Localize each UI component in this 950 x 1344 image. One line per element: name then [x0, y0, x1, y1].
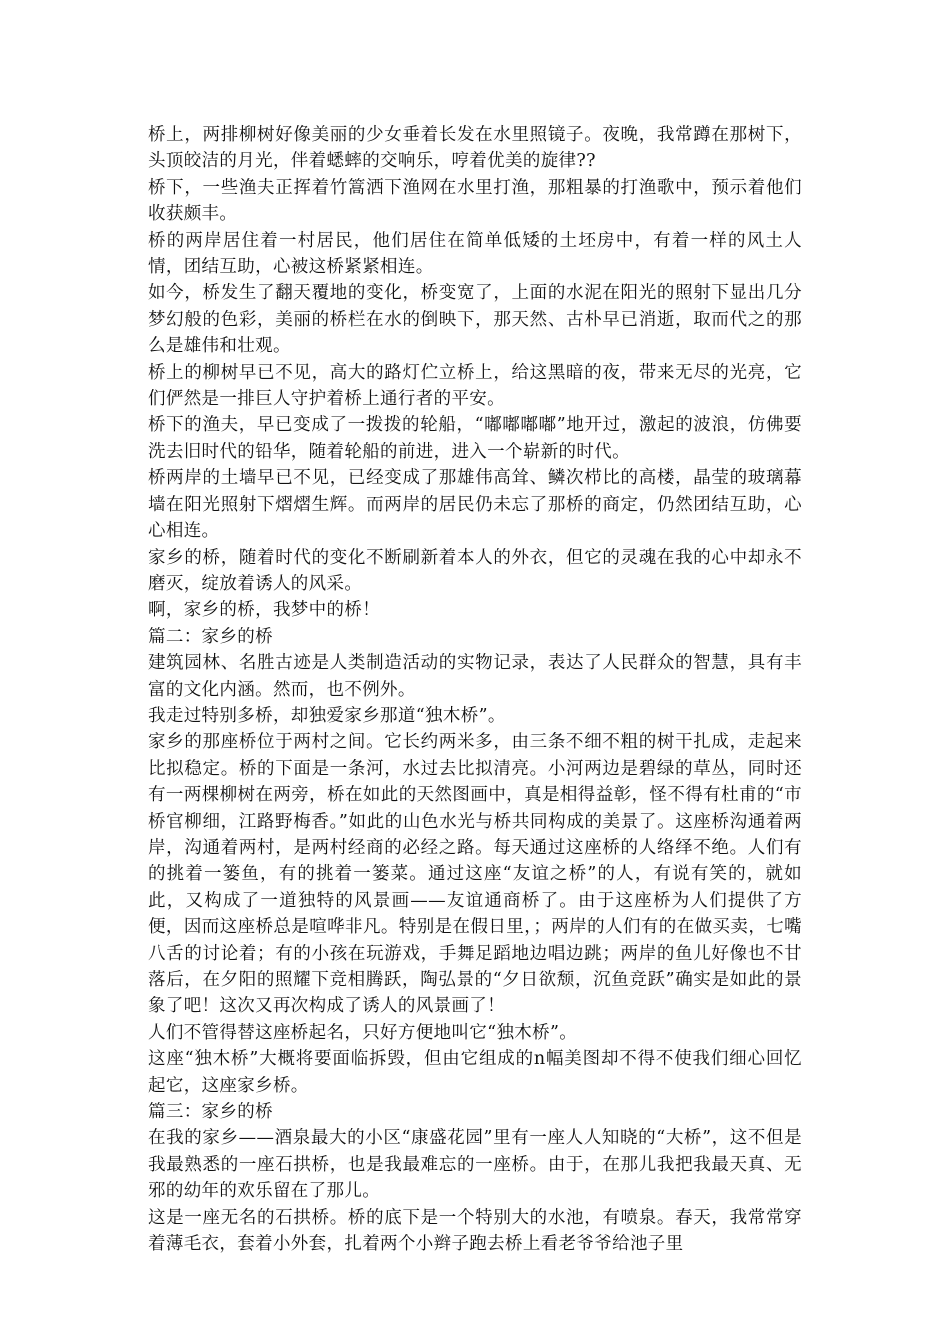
paragraph-bridge-description: 家乡的那座桥位于两村之间。它长约两米多，由三条不细不粗的树干扎成，走起来比拟稳定。桥的下面是一条河，水过去比拟清亮。小河两边是碧绿的草丛，同时还有一两棵柳树在两旁，桥在如此的天然图画中，真是相得益彰，怪不得有杜甫的“市桥官柳细，江路野梅香。”如此的山色水光与桥共同构成的美景了。这座桥沟通着两岸，沟通着两村，是两村经商的必经之路。每天通过这座桥的人络绎不绝。人们有的挑着一篓鱼，有的挑着一篓菜。通过这座“友谊之桥”的人，有说有笑的，就如此，又构成了一道独特的风景画——友谊通商桥了。由于这座桥为人们提供了方便，因而这座桥总是喧哗非凡。特别是在假日里，；两岸的人们有的在做买卖，七嘴八舌的讨论着；有的小孩在玩游戏，手舞足蹈地边唱边跳；两岸的鱼儿好像也不甘落后，在夕阳的照耀下竞相腾跃，陶弘景的“夕日欲颓，沉鱼竞跃”确实是如此的景象了吧！这次又再次构成了诱人的风景画了！ [148, 732, 802, 1017]
paragraph-architecture: 建筑园林、名胜古迹是人类制造活动的实物记录，表达了人民群众的智慧，具有丰富的文化内涵。然而，也不例外。 [148, 653, 802, 700]
document-page [148, 122, 802, 1257]
paragraph-fishermen: 桥下，一些渔夫正挥着竹篙洒下渔网在水里打渔，那粗暴的打渔歌中，预示着他们收获颇丰。 [148, 177, 802, 225]
paragraph-exclamation: 啊，家乡的桥，我梦中的桥！ [148, 600, 381, 621]
section-heading-2: 篇二：家乡的桥 [148, 626, 273, 647]
paragraph-bridge-today: 如今，桥发生了翻天覆地的变化，桥变宽了，上面的水泥在阳光的照射下显出几分梦幻般的色彩，美丽的桥栏在水的倒映下，那天然、古朴早已消逝，取而代之的那么是雄伟和壮观。 [148, 283, 802, 357]
paragraph-single-log-bridge: 我走过特别多桥，却独爱家乡那道“独木桥”。 [148, 705, 506, 726]
paragraph-high-rises: 桥两岸的土墙早已不见，已经变成了那雄伟高耸、鳞次栉比的高楼，晶莹的玻璃幕墙在阳光照射下熠熠生辉。而两岸的居民仍未忘了那桥的商定，仍然团结互助，心心相连。 [148, 468, 802, 542]
paragraph-stone-arch: 这是一座无名的石拱桥。桥的底下是一个特别大的水池，有喷泉。春天，我常常穿着薄毛衣，套着小外套，扎着两个小辫子跑去桥上看老爷爷给池子里 [148, 1207, 802, 1255]
paragraph-villagers: 桥的两岸居住着一村居民，他们居住在简单低矮的土坯房中，有着一样的风土人情，团结互助，心被这桥紧紧相连。 [148, 230, 802, 278]
paragraph-kangsheng-garden: 在我的家乡——酒泉最大的小区“康盛花园”里有一座人人知晓的“大桥”，这不但是我最熟悉的一座石拱桥，也是我最难忘的一座桥。由于，在那儿我把我最天真、无邪的幼年的欢乐留在了那儿。 [148, 1128, 802, 1202]
paragraph-bridge-name: 人们不管得替这座桥起名，只好方便地叫它“独木桥”。 [148, 1022, 578, 1043]
paragraph-ships: 桥下的渔夫，早已变成了一拨拨的轮船，“嘟嘟嘟嘟”地开过，激起的波浪，仿佛要洗去旧时代的铅华，随着轮船的前进，进入一个崭新的时代。 [148, 415, 802, 462]
paragraph-willows: 桥上，两排柳树好像美丽的少女垂着长发在水里照镜子。夜晚，我常蹲在那树下，头顶皎洁的月光，伴着蟋蟀的交响乐，哼着优美的旋律?? [148, 125, 802, 172]
paragraph-street-lamps: 桥上的柳树早已不见，高大的路灯伫立桥上，给这黑暗的夜，带来无尽的光亮，它们俨然是一排巨人守护着桥上通行者的平安。 [148, 362, 802, 410]
section-heading-3: 篇三：家乡的桥 [148, 1102, 273, 1123]
paragraph-demolition: 这座“独木桥”大概将要面临拆毁，但由它组成的n幅美图却不得不使我们细心回忆起它，这座家乡桥。 [148, 1049, 802, 1096]
paragraph-soul: 家乡的桥，随着时代的变化不断刷新着本人的外衣，但它的灵魂在我的心中却永不磨灭，绽放着诱人的风采。 [148, 547, 802, 594]
